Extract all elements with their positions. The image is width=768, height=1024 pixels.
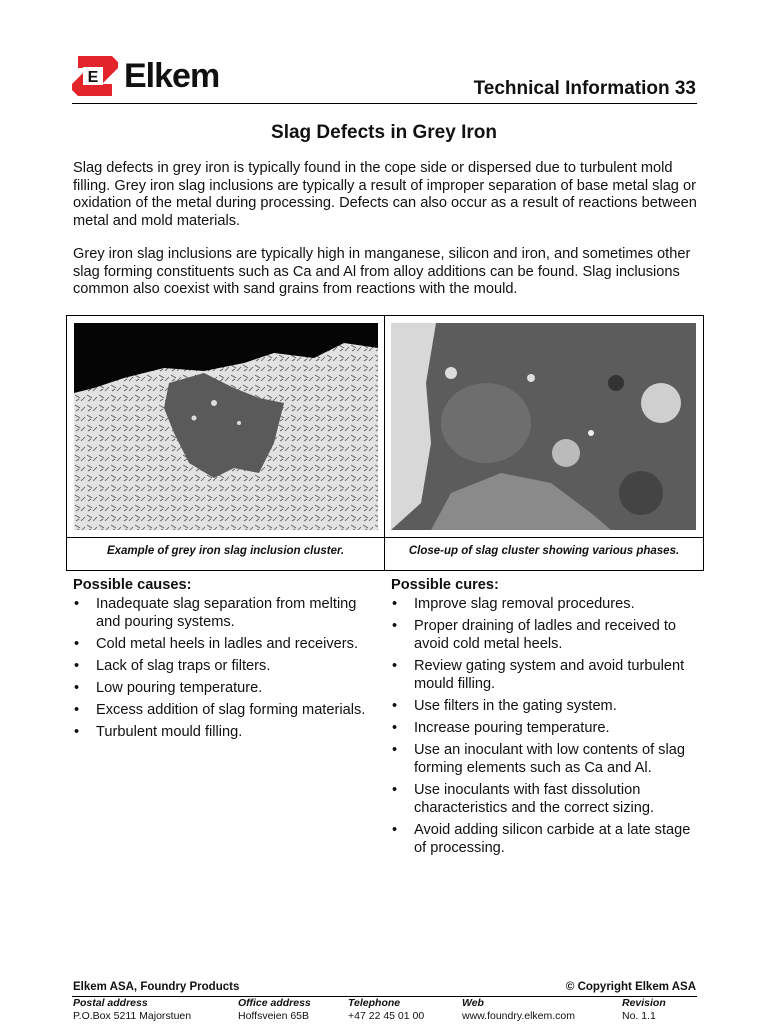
- elkem-logo: [72, 56, 219, 96]
- composition-paragraph: Grey iron slag inclusions are typically high in manganese, silicon and iron, and sometimes other slag forming constituents such as Ca and Al from alloy additions can be found. Slag inclusions common also coexist with sand grains from reactions with the mould.: [73, 246, 691, 297]
- figure-column-divider: [384, 316, 385, 570]
- cures-heading: Possible cures:: [391, 577, 499, 593]
- footer-company: Elkem ASA, Foundry Products: [73, 981, 240, 993]
- cause-item: • Lack of slag traps or filters.: [74, 658, 271, 674]
- cure-item: • Review gating system and avoid turbulent mould filling.: [392, 658, 685, 692]
- cure-item: • Avoid adding silicon carbide at a late stage of processing.: [392, 822, 691, 856]
- figure-table: [66, 315, 704, 571]
- logo-wordmark: Elkem: [124, 56, 220, 95]
- figure-caption-left: Example of grey iron slag inclusion cluster.: [106, 545, 345, 557]
- figure-caption-divider: [67, 537, 703, 538]
- cure-item: • Improve slag removal procedures.: [392, 596, 635, 612]
- footer-revision: Revision No. 1.1: [622, 997, 666, 1022]
- cure-item: • Use filters in the gating system.: [392, 698, 617, 714]
- page-title: Slag Defects in Grey Iron: [271, 122, 497, 143]
- footer-office: Office address Hoffsveien 65B: [238, 997, 311, 1022]
- footer-copyright: © Copyright Elkem ASA: [565, 981, 696, 993]
- possible-causes-section: [73, 577, 383, 745]
- footer-web[interactable]: Web www.foundry.elkem.com: [462, 997, 576, 1022]
- header-divider: [72, 103, 697, 104]
- cause-item: • Cold metal heels in ladles and receivers.: [74, 636, 359, 652]
- elkem-logo-mark-icon: [72, 56, 118, 96]
- cure-item: • Proper draining of ladles and received to avoid cold metal heels.: [392, 618, 677, 652]
- cure-item: • Increase pouring temperature.: [392, 720, 610, 736]
- possible-cures-section: [391, 577, 701, 861]
- footer-telephone: Telephone +47 22 45 01 00: [348, 997, 425, 1022]
- cure-item: • Use an inoculant with low contents of slag forming elements such as Ca and Al.: [392, 742, 685, 776]
- causes-heading: Possible causes:: [73, 577, 192, 593]
- slag-closeup-micrograph: [391, 323, 696, 530]
- cause-item: • Excess addition of slag forming materials.: [74, 702, 366, 718]
- footer-postal: Postal address P.O.Box 5211 Majorstuen: [73, 997, 192, 1022]
- cure-item: • Use inoculants with fast dissolution characteristics and the correct sizing.: [392, 782, 655, 816]
- cause-item: • Inadequate slag separation from melting and pouring systems.: [74, 596, 357, 630]
- cause-item: • Low pouring temperature.: [74, 680, 263, 696]
- intro-paragraph: Slag defects in grey iron is typically found in the cope side or dispersed due to turbulent mold filling. Grey iron slag inclusions are typically a result of improper separation of base metal slag or oxidation of the metal during processing. Defects can also occur as a result of reactions between metal and mold materials.: [73, 160, 697, 229]
- document-number: Technical Information 33: [473, 78, 696, 99]
- figure-caption-right: Close-up of slag cluster showing various phases.: [408, 545, 680, 557]
- svg-text:E: E: [87, 69, 99, 86]
- cause-item: • Turbulent mould filling.: [74, 724, 243, 740]
- slag-cluster-micrograph: [74, 323, 378, 530]
